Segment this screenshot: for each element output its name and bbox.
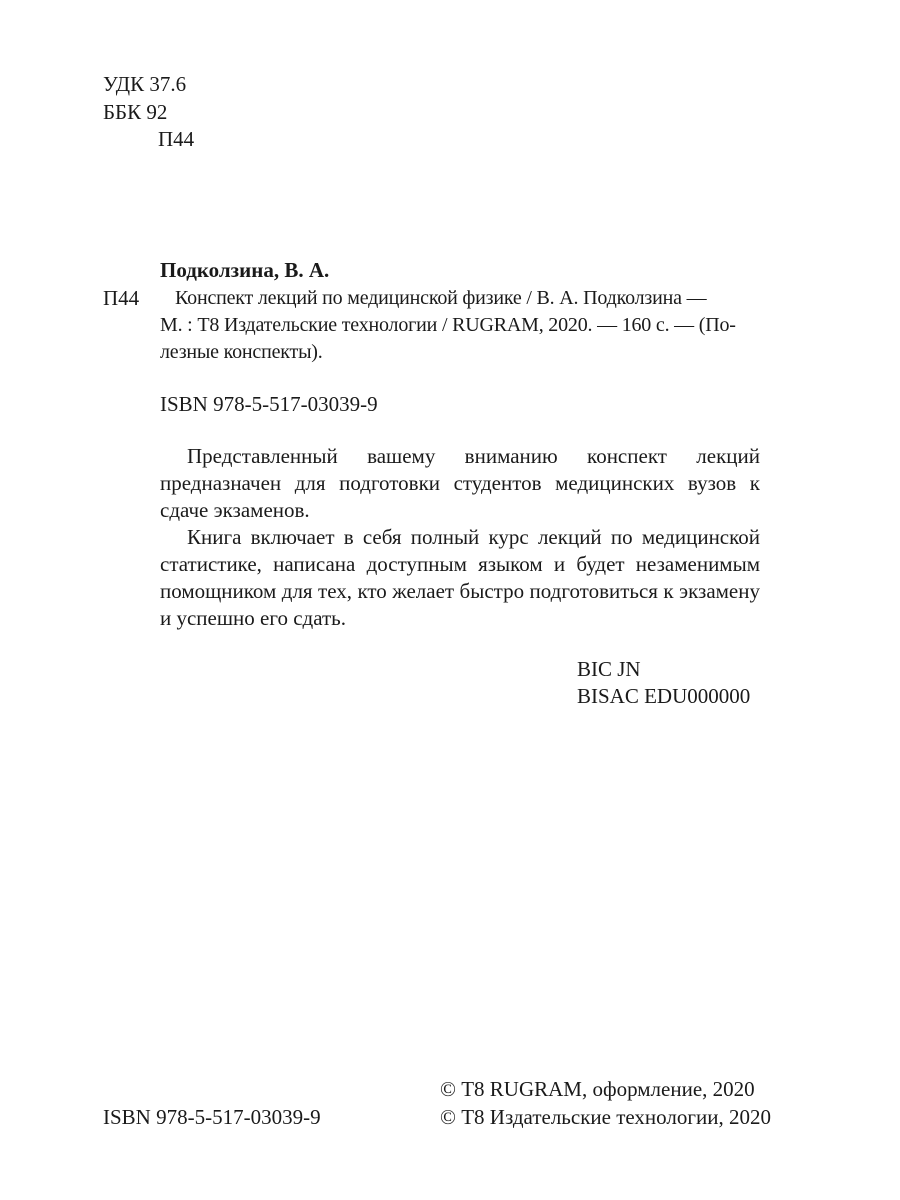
copyright-t8: © Т8 Издательские технологии, 2020	[440, 1105, 771, 1129]
copyright-rugram: © Т8 RUGRAM, оформление, 2020	[440, 1077, 755, 1101]
bisac-code: BISAC EDU000000	[577, 684, 751, 708]
catalog-mark: П44	[103, 286, 140, 310]
author-mark: П44	[158, 127, 195, 151]
annotation-paragraph-2: Книга включает в себя полный курс лекций по медицинской статистике, написана доступным языком и будет незаменимым помощником для тех, кто желает быстро подготовиться к экзамену и успешно его сдать.	[160, 525, 760, 630]
footer-isbn: ISBN 978-5-517-03039-9	[103, 1105, 321, 1129]
description-line-2: М. : Т8 Издательские технологии / RUGRAM, 2020. — 160 с. — (По-	[160, 314, 736, 336]
bbk-code: ББК 92	[103, 100, 168, 124]
isbn-line: ISBN 978-5-517-03039-9	[160, 392, 378, 416]
annotation-paragraph-1: Представленный вашему вниманию конспект лекций предназначен для подготовки студентов медицинских вузов к сдаче экзаменов.	[160, 444, 760, 522]
description-line-1: Конспект лекций по медицинской физике / В. А. Подколзина —	[175, 287, 707, 309]
author-heading: Подколзина, В. А.	[160, 258, 330, 282]
udk-code: УДК 37.6	[103, 72, 187, 96]
description-line-3: лезные конспекты).	[160, 341, 323, 363]
bic-code: BIC JN	[577, 657, 641, 681]
